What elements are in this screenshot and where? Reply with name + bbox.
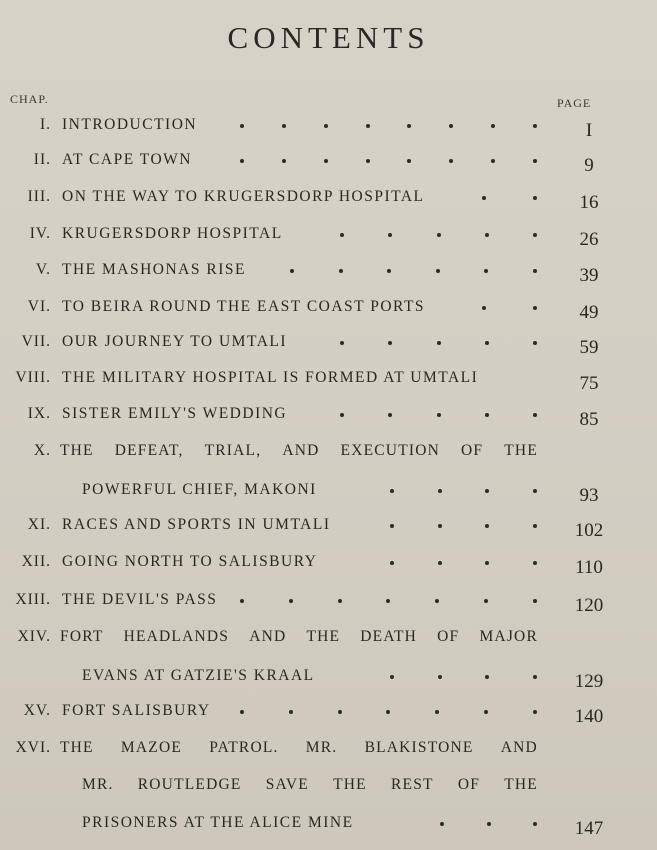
leader-dot — [438, 675, 442, 679]
dot-leader — [340, 233, 537, 239]
leader-dot — [289, 599, 293, 603]
page-number: 120 — [574, 595, 604, 616]
leader-dot — [484, 599, 488, 603]
page-number: 49 — [579, 302, 599, 323]
chapter-number: VI . — [0, 298, 51, 316]
chapter-title: EVANS AT GATZIE'S KRAAL — [82, 667, 315, 684]
leader-dot — [437, 413, 441, 417]
page-number: 85 — [579, 409, 599, 430]
toc-entry — [0, 735, 657, 765]
page-number: 16 — [579, 192, 599, 213]
leader-dot — [366, 159, 370, 163]
toc-entry-continuation — [0, 663, 657, 693]
dot-leader — [290, 269, 537, 275]
leader-dot — [437, 233, 441, 237]
leader-dot — [386, 599, 390, 603]
toc-entry — [0, 294, 657, 324]
dot-leader — [340, 413, 537, 419]
chapter-number: VII . — [0, 333, 51, 351]
leader-dot — [390, 524, 394, 528]
chapter-column-label: CHAP. — [10, 92, 49, 106]
leader-dot — [533, 124, 537, 128]
toc-entry — [0, 257, 657, 287]
leader-dot — [435, 599, 439, 603]
page-column-label: PAGE — [557, 96, 592, 110]
leader-dot — [390, 675, 394, 679]
dot-leader — [390, 489, 537, 495]
leader-dot — [485, 561, 489, 565]
toc-entry — [0, 401, 657, 431]
chapter-number: IV . — [0, 225, 51, 243]
leader-dot — [240, 710, 244, 714]
toc-entry — [0, 329, 657, 359]
leader-dot — [533, 822, 537, 826]
chapter-title: TO BEIRA ROUND THE EAST COAST PORTS — [62, 298, 426, 315]
chapter-title: SISTER EMILY'S WEDDING — [62, 405, 288, 422]
leader-dot — [533, 341, 537, 345]
toc-entry — [0, 587, 657, 617]
chapter-title: MR. ROUTLEDGE SAVE THE REST OF THE — [82, 776, 538, 793]
leader-dot — [338, 599, 342, 603]
page-number: 147 — [574, 818, 604, 839]
chapter-title: OUR JOURNEY TO UMTALI — [62, 333, 288, 350]
leader-dot — [533, 599, 537, 603]
leader-dot — [324, 159, 328, 163]
chapter-number: IX . — [0, 405, 51, 423]
dot-leader — [440, 822, 537, 828]
leader-dot — [440, 822, 444, 826]
leader-dot — [438, 524, 442, 528]
leader-dot — [438, 561, 442, 565]
chapter-title: ON THE WAY TO KRUGERSDORP HOSPITAL — [62, 188, 425, 205]
dot-leader — [390, 561, 537, 567]
leader-dot — [339, 269, 343, 273]
page-number: 102 — [574, 520, 604, 541]
leader-dot — [482, 196, 486, 200]
leader-dot — [240, 159, 244, 163]
leader-dot — [533, 196, 537, 200]
leader-dot — [340, 341, 344, 345]
chapter-number: XIII . — [0, 591, 51, 609]
leader-dot — [390, 561, 394, 565]
dot-leader — [240, 159, 537, 165]
chapter-title: PRISONERS AT THE ALICE MINE — [82, 814, 354, 831]
page-number: 26 — [579, 229, 599, 250]
toc-entry — [0, 512, 657, 542]
toc-entry — [0, 112, 657, 142]
leader-dot — [436, 269, 440, 273]
chapter-title: THE DEFEAT, TRIAL, AND EXECUTION OF THE — [60, 442, 538, 459]
chapter-number: I . — [0, 116, 51, 134]
dot-leader — [482, 306, 537, 312]
dot-leader — [240, 710, 537, 716]
dot-leader — [482, 196, 537, 202]
toc-entry-continuation — [0, 772, 657, 802]
leader-dot — [438, 489, 442, 493]
leader-dot — [533, 159, 537, 163]
leader-dot — [390, 489, 394, 493]
leader-dot — [290, 269, 294, 273]
chapter-number: II . — [0, 151, 51, 169]
chapter-title: AT CAPE TOWN — [62, 151, 192, 168]
chapter-number: VIII . — [0, 369, 51, 387]
leader-dot — [484, 269, 488, 273]
leader-dot — [386, 710, 390, 714]
leader-dot — [340, 233, 344, 237]
page-number: 39 — [579, 265, 599, 286]
toc-entry-continuation — [0, 810, 657, 840]
page-title: CONTENTS — [227, 20, 430, 55]
toc-entry — [0, 221, 657, 251]
page-number: 93 — [579, 485, 599, 506]
chapter-title: FORT HEADLANDS AND THE DEATH OF MAJOR — [60, 628, 538, 645]
leader-dot — [485, 675, 489, 679]
chapter-title: THE DEVIL'S PASS — [62, 591, 218, 608]
page-number: I — [585, 120, 593, 141]
page-number: 129 — [574, 671, 604, 692]
leader-dot — [533, 233, 537, 237]
dot-leader — [390, 524, 537, 530]
leader-dot — [282, 124, 286, 128]
chapter-number: III . — [0, 188, 51, 206]
leader-dot — [388, 341, 392, 345]
page-number: 140 — [574, 706, 604, 727]
toc-entry — [0, 698, 657, 728]
chapter-title: POWERFUL CHIEF, MAKONI — [82, 481, 317, 498]
leader-dot — [485, 489, 489, 493]
leader-dot — [533, 524, 537, 528]
page-number: 9 — [584, 155, 594, 176]
toc-entry — [0, 438, 657, 468]
toc-entry — [0, 549, 657, 579]
page-number: 59 — [579, 337, 599, 358]
leader-dot — [435, 710, 439, 714]
leader-dot — [533, 269, 537, 273]
chapter-title: FORT SALISBURY — [62, 702, 211, 719]
chapter-title: THE MASHONAS RISE — [62, 261, 246, 278]
leader-dot — [485, 524, 489, 528]
dot-leader — [240, 124, 537, 130]
dot-leader — [340, 341, 537, 347]
chapter-number: XIV . — [0, 628, 51, 646]
leader-dot — [484, 710, 488, 714]
page-number: 75 — [579, 373, 599, 394]
chapter-number: XI . — [0, 516, 51, 534]
chapter-title: INTRODUCTION — [62, 116, 198, 133]
leader-dot — [240, 124, 244, 128]
chapter-title: RACES AND SPORTS IN UMTALI — [62, 516, 331, 533]
leader-dot — [289, 710, 293, 714]
leader-dot — [485, 413, 489, 417]
leader-dot — [388, 413, 392, 417]
leader-dot — [449, 159, 453, 163]
leader-dot — [282, 159, 286, 163]
toc-entry-continuation — [0, 477, 657, 507]
leader-dot — [485, 341, 489, 345]
leader-dot — [338, 710, 342, 714]
page-number: 110 — [575, 557, 603, 578]
leader-dot — [388, 233, 392, 237]
leader-dot — [491, 124, 495, 128]
chapter-number: X . — [0, 442, 51, 460]
chapter-title: THE MILITARY HOSPITAL IS FORMED AT UMTALI — [62, 369, 479, 386]
chapter-number: V . — [0, 261, 51, 279]
leader-dot — [533, 489, 537, 493]
chapter-number: XII . — [0, 553, 51, 571]
leader-dot — [485, 233, 489, 237]
leader-dot — [407, 159, 411, 163]
chapter-title: GOING NORTH TO SALISBURY — [62, 553, 318, 570]
leader-dot — [387, 269, 391, 273]
dot-leader — [240, 599, 537, 605]
toc-entry — [0, 184, 657, 214]
toc-entry — [0, 147, 657, 177]
leader-dot — [533, 675, 537, 679]
chapter-number: XVI . — [0, 739, 51, 757]
leader-dot — [491, 159, 495, 163]
leader-dot — [482, 306, 486, 310]
leader-dot — [240, 599, 244, 603]
chapter-title: KRUGERSDORP HOSPITAL — [62, 225, 283, 242]
leader-dot — [437, 341, 441, 345]
leader-dot — [533, 306, 537, 310]
toc-entry — [0, 624, 657, 654]
leader-dot — [324, 124, 328, 128]
leader-dot — [407, 124, 411, 128]
dot-leader — [390, 675, 537, 681]
leader-dot — [487, 822, 491, 826]
toc-entry — [0, 365, 657, 395]
chapter-title: THE MAZOE PATROL. MR. BLAKISTONE AND — [60, 739, 538, 756]
leader-dot — [533, 710, 537, 714]
leader-dot — [533, 413, 537, 417]
leader-dot — [366, 124, 370, 128]
chapter-number: XV . — [0, 702, 51, 720]
leader-dot — [340, 413, 344, 417]
leader-dot — [533, 561, 537, 565]
leader-dot — [449, 124, 453, 128]
